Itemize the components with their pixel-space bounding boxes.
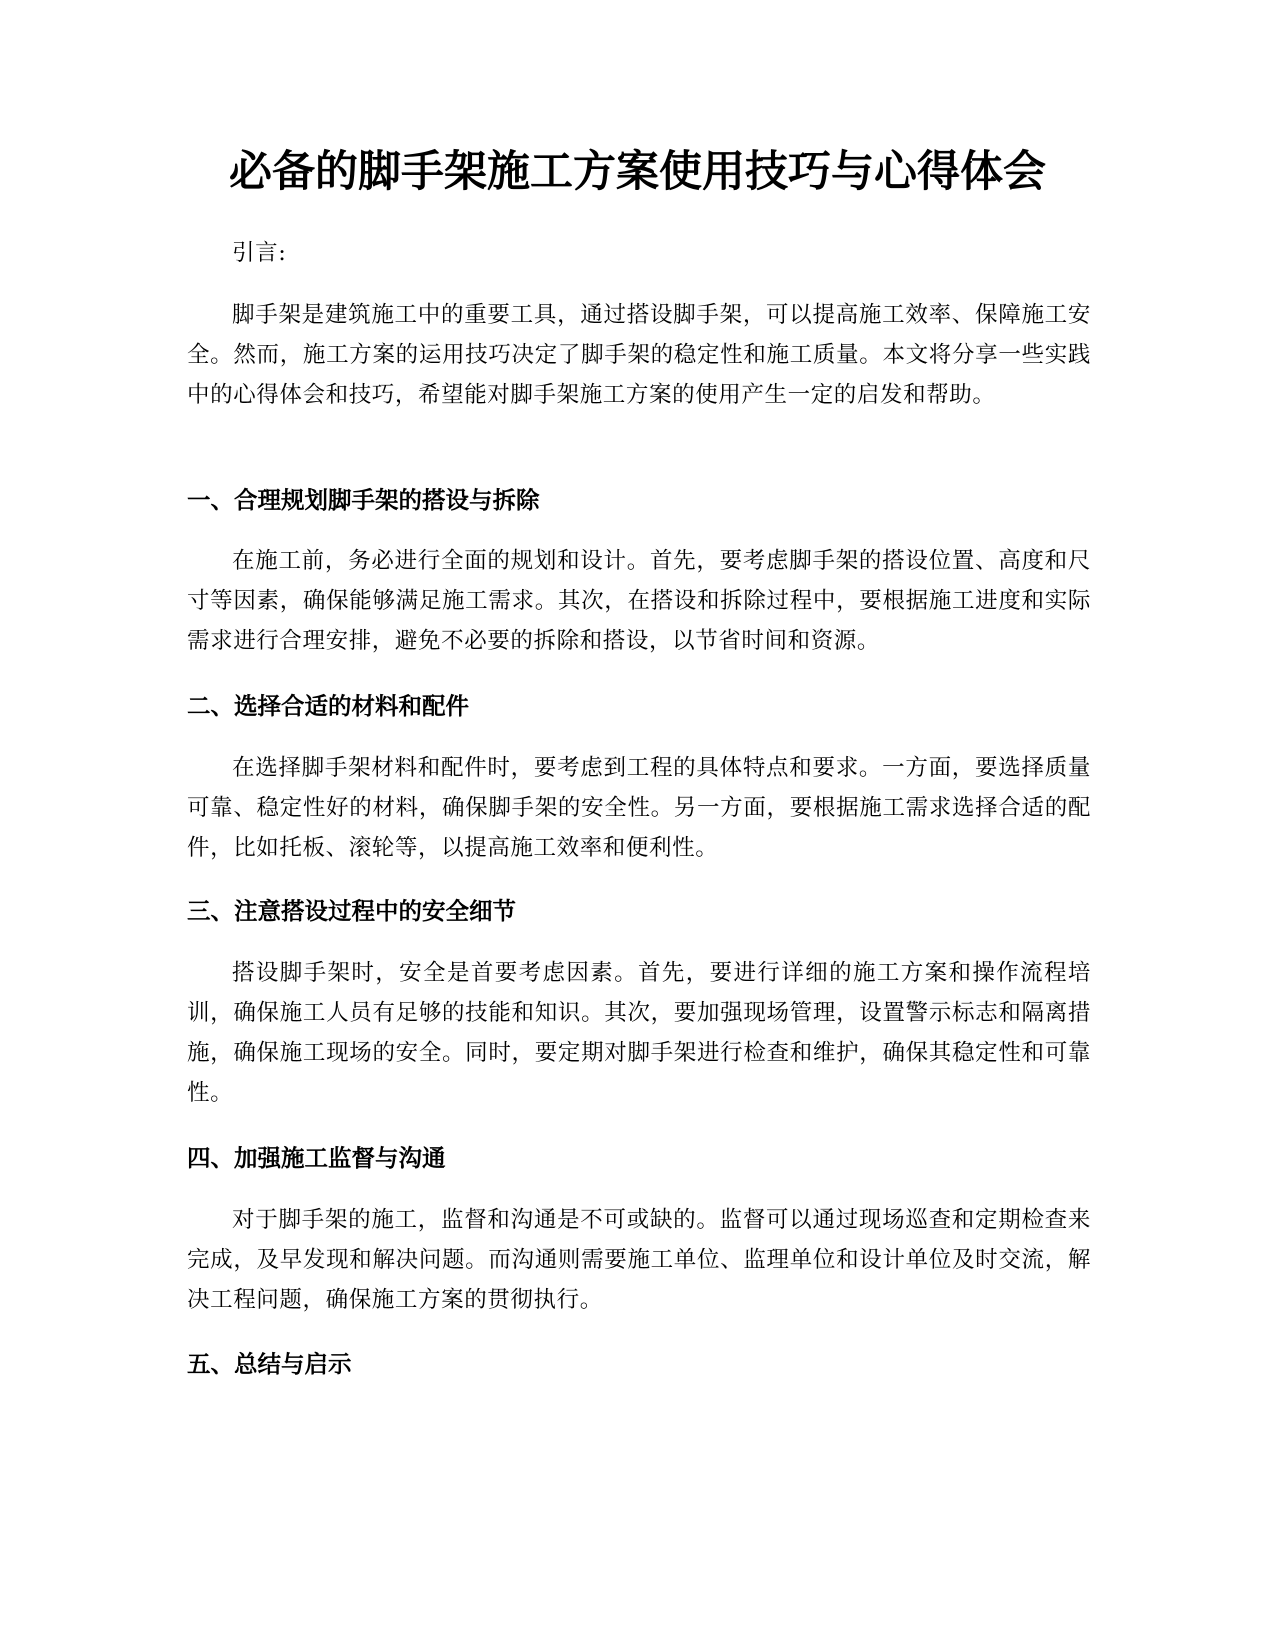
intro-label: 引言: <box>232 240 287 266</box>
section-1-body: 在施工前，务必进行全面的规划和设计。首先，要考虑脚手架的搭设位置、高度和尺寸等因素，确保能够满足施工需求。其次，在搭设和拆除过程中，要根据施工进度和实际需求进行合理安排，避免不必要的拆除和搭设，以节省时间和资源。 <box>187 548 1091 654</box>
section-4-body: 对于脚手架的施工，监督和沟通是不可或缺的。监督可以通过现场巡查和定期检查来完成，及早发现和解决问题。而沟通则需要施工单位、监理单位和设计单位及时交流，解决工程问题，确保施工方案的贯彻执行。 <box>187 1207 1091 1313</box>
document-title: 必备的脚手架施工方案使用技巧与心得体会 <box>229 147 1046 197</box>
section-4-heading: 四、加强施工监督与沟通 <box>187 1144 446 1172</box>
section-5-heading: 五、总结与启示 <box>187 1350 352 1378</box>
section-1-heading: 一、合理规划脚手架的搭设与拆除 <box>187 486 540 514</box>
section-2-body: 在选择脚手架材料和配件时，要考虑到工程的具体特点和要求。一方面，要选择质量可靠、稳定性好的材料，确保脚手架的安全性。另一方面，要根据施工需求选择合适的配件，比如托板、滚轮等，以提高施工效率和便利性。 <box>187 755 1091 861</box>
section-3-body: 搭设脚手架时，安全是首要考虑因素。首先，要进行详细的施工方案和操作流程培训，确保施工人员有足够的技能和知识。其次，要加强现场管理，设置警示标志和隔离措施，确保施工现场的安全。同时，要定期对脚手架进行检查和维护，确保其稳定性和可靠性。 <box>187 960 1091 1106</box>
section-3-heading: 三、注意搭设过程中的安全细节 <box>187 897 516 925</box>
intro-paragraph: 脚手架是建筑施工中的重要工具，通过搭设脚手架，可以提高施工效率、保障施工安全。然而，施工方案的运用技巧决定了脚手架的稳定性和施工质量。本文将分享一些实践中的心得体会和技巧，希望能对脚手架施工方案的使用产生一定的启发和帮助。 <box>187 302 1091 408</box>
section-2-heading: 二、选择合适的材料和配件 <box>187 692 469 720</box>
